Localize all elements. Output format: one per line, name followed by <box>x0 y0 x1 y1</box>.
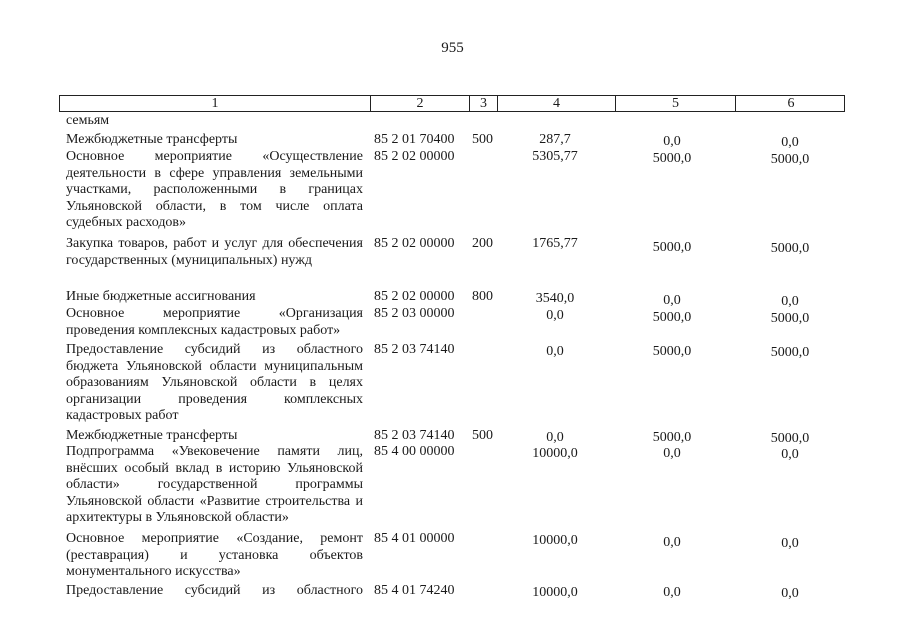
table-header-row <box>59 95 845 112</box>
header-col-4: 4 <box>497 96 615 111</box>
row-value-5: 5000,0 <box>652 310 692 325</box>
row-value-5: 0,0 <box>663 293 681 308</box>
page-number: 955 <box>441 40 464 56</box>
row-value-4: 10000,0 <box>532 533 578 548</box>
row-code: 85 2 02 00000 <box>374 149 455 164</box>
row-value-6: 0,0 <box>781 135 799 150</box>
row-value-6: 0,0 <box>781 536 799 551</box>
row-code: 85 2 03 74140 <box>374 428 455 443</box>
header-col-2: 2 <box>370 96 469 111</box>
row-value-6: 5000,0 <box>770 311 810 326</box>
row-value-5: 5000,0 <box>652 240 692 255</box>
header-col-3: 3 <box>469 96 497 111</box>
row-name: Закупка товаров, работ и услуг для обеспечения государственных (муниципальных) нужд <box>66 236 363 268</box>
row-value-4: 1765,77 <box>532 236 578 251</box>
row-value-6: 5000,0 <box>770 152 810 167</box>
row-value-5: 0,0 <box>663 585 681 600</box>
header-col-1: 1 <box>211 96 219 111</box>
row-code: 85 2 02 00000 <box>374 236 455 251</box>
row-vr: 800 <box>472 289 493 304</box>
row-name: Иные бюджетные ассигнования <box>66 289 256 304</box>
row-value-5: 0,0 <box>663 446 681 461</box>
row-code: 85 2 03 00000 <box>374 306 455 321</box>
row-name: семьям <box>66 113 110 128</box>
row-value-4: 0,0 <box>546 308 564 323</box>
row-name: Основное мероприятие «Организация проведения комплексных кадастровых работ» <box>66 306 363 338</box>
row-name: Подпрограмма «Увековечение памяти лиц, внёсших особый вклад в историю Ульяновской области» государственной программы Ульяновской области «Развитие строительства и архитектуры в Ульяновской области» <box>66 444 363 526</box>
row-code: 85 4 00 00000 <box>374 444 455 459</box>
row-code: 85 2 01 70400 <box>374 132 455 147</box>
row-value-6: 5000,0 <box>770 431 810 446</box>
row-value-5: 5000,0 <box>652 344 692 359</box>
row-name: Межбюджетные трансферты <box>66 428 238 443</box>
row-name: Межбюджетные трансферты <box>66 132 238 147</box>
row-vr: 500 <box>472 132 493 147</box>
row-vr: 500 <box>472 428 493 443</box>
row-code: 85 2 02 00000 <box>374 289 455 304</box>
row-code: 85 4 01 74240 <box>374 583 455 598</box>
row-value-4: 10000,0 <box>532 446 578 461</box>
row-value-4: 10000,0 <box>532 585 578 600</box>
row-value-4: 0,0 <box>546 344 564 359</box>
row-vr: 200 <box>472 236 493 251</box>
row-value-5: 0,0 <box>663 535 681 550</box>
row-name: Предоставление субсидий из областного <box>66 583 363 598</box>
header-col-5: 5 <box>615 96 735 111</box>
row-value-4: 287,7 <box>539 132 571 147</box>
row-value-6: 0,0 <box>781 447 799 462</box>
row-value-5: 5000,0 <box>652 430 692 445</box>
row-value-6: 5000,0 <box>770 345 810 360</box>
row-value-6: 5000,0 <box>770 241 810 256</box>
row-value-6: 0,0 <box>781 586 799 601</box>
header-col-6: 6 <box>735 96 846 111</box>
row-code: 85 4 01 00000 <box>374 531 455 546</box>
row-value-4: 3540,0 <box>535 291 575 306</box>
row-value-6: 0,0 <box>781 294 799 309</box>
row-value-4: 5305,77 <box>532 149 578 164</box>
row-name: Предоставление субсидий из областного бюджета Ульяновской области муниципальным образованиям Ульяновской области в целях организации проведения комплексных кадастровых работ <box>66 342 363 424</box>
row-value-5: 0,0 <box>663 134 681 149</box>
row-name: Основное мероприятие «Осуществление деятельности в сфере управления земельными участками, расположенными в границах Ульяновской области, в том числе оплата судебных расходов» <box>66 149 363 231</box>
row-value-4: 0,0 <box>546 430 564 445</box>
row-code: 85 2 03 74140 <box>374 342 455 357</box>
row-value-5: 5000,0 <box>652 151 692 166</box>
row-name: Основное мероприятие «Создание, ремонт (реставрация) и установка объектов монументального искусства» <box>66 531 363 580</box>
